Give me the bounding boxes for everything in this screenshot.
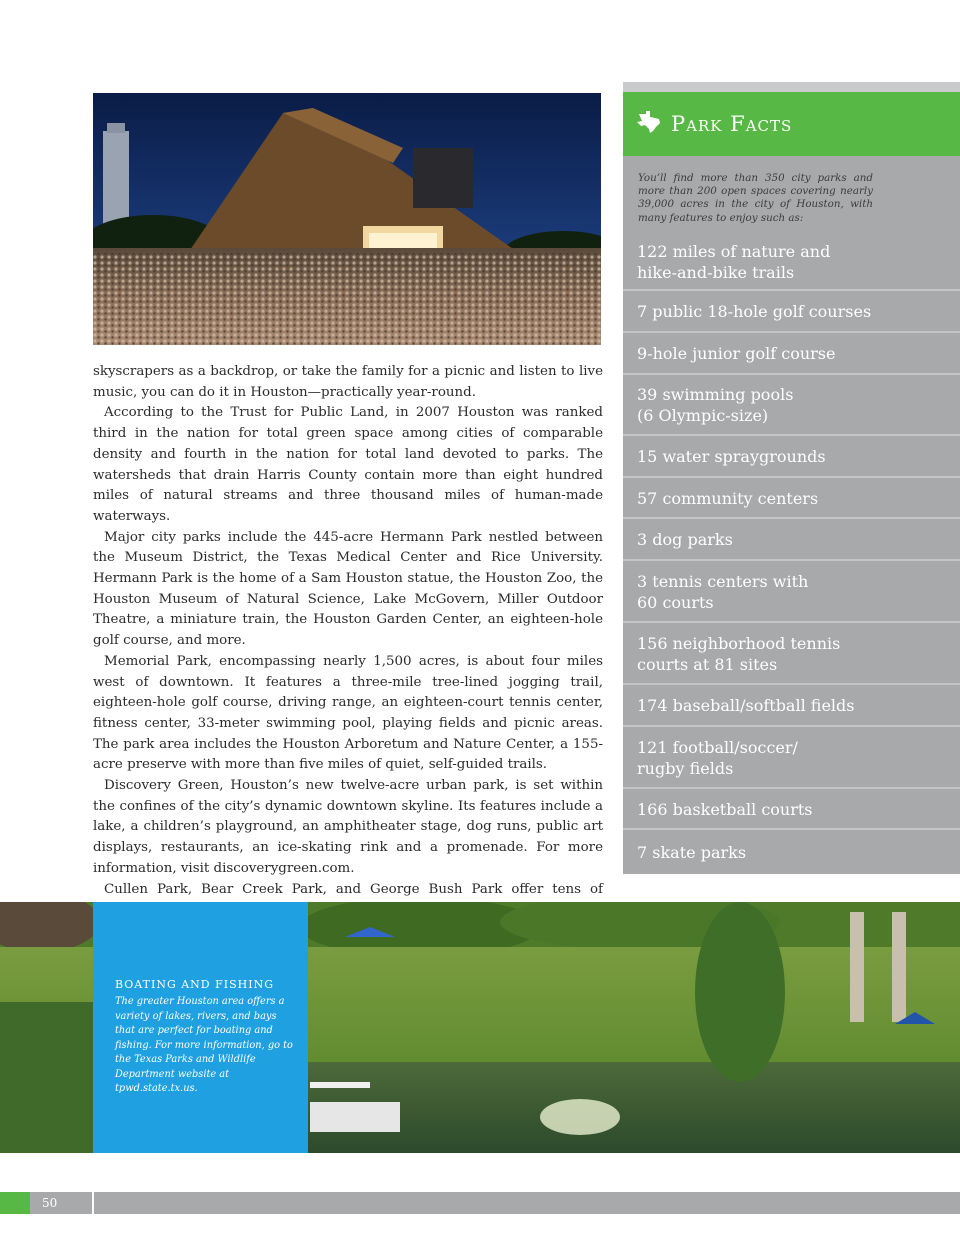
list-item: [623, 519, 960, 561]
callout-text: The greater Houston area offers a variety of lakes, rivers, and bays that are perfect for boating and fishing. For more information, go to the Texas Parks and Wildlife Department website at tpwd.state.tx.us.: [115, 996, 293, 1094]
sidebar-intro: You’ll find more than 350 city parks and more than 200 open spaces covering nearly 39,000 acres in the city of Houston, with many features to enjoy such as:: [638, 172, 873, 224]
list-item: [623, 830, 960, 873]
list-item: [623, 561, 960, 623]
list-item: [623, 727, 960, 789]
page-number: 50: [30, 1192, 92, 1214]
list-item: [623, 478, 960, 519]
fact-text: 9-hole junior golf course: [637, 344, 836, 363]
park-facts-sidebar: [623, 82, 960, 874]
footer-gray-bar: [94, 1192, 960, 1214]
texas-star-icon: [637, 111, 661, 137]
article-paragraph: Discovery Green, Houston’s new twelve-acre urban park, is set within the confines of the city’s dynamic downtown skyline. Its features include a lake, a children’s playground, an amphitheater stage, dog runs, public art displays, restaurants, an ice-skating rink and a promenade. For more information, visit discoverygreen.com.: [93, 778, 603, 876]
article-paragraph: Cullen Park, Bear Creek Park, and George Bush Park offer tens of: [104, 881, 603, 897]
callout-heading: BOATING AND FISHING: [115, 978, 274, 991]
article-paragraph: Memorial Park, encompassing nearly 1,500 acres, is about four miles west of downtown. It features a three-mile tree-lined jogging trail, eighteen-hole golf course, driving range, an eighteen-court tennis center, fitness center, 33-meter swimming pool, playing fields and picnic areas. The park area includes the Houston Arboretum and Nature Center, a 155-acre preserve with more than five miles of quiet, self-guided trails.: [93, 653, 603, 773]
fact-text: 121 football/soccer/ rugby fields: [637, 737, 798, 778]
fact-text: 174 baseball/softball fields: [637, 696, 855, 715]
fact-text: 166 basketball courts: [637, 799, 813, 819]
boating-fishing-callout: [93, 902, 308, 1153]
article-paragraph: skyscrapers as a backdrop, or take the family for a picnic and listen to live music, you can do it in Houston—practically year-round.: [93, 364, 603, 400]
footer-green-block: [0, 1192, 30, 1214]
fact-text: 15 water spraygrounds: [637, 447, 826, 466]
facts-list: [623, 234, 960, 873]
fact-text: 57 community centers: [637, 488, 819, 508]
list-item: [623, 789, 960, 830]
fact-text: 7 public 18-hole golf courses: [637, 302, 872, 321]
sidebar-title: Park Facts: [671, 112, 793, 136]
theatre-photo: [93, 93, 601, 345]
fact-text: 7 skate parks: [637, 842, 747, 862]
list-item: [623, 623, 960, 685]
fact-text: 3 tennis centers with 60 courts: [637, 571, 809, 612]
list-item: [623, 234, 960, 291]
sidebar-header: [623, 92, 960, 156]
article-body: [93, 362, 603, 962]
footer-bar: [0, 1192, 960, 1214]
article-paragraph: Major city parks include the 445-acre Hermann Park nestled between the Museum District, the Texas Medical Center and Rice University. Hermann Park is the home of a Sam Houston statue, the Houston Zoo, the Houston Museum of Natural Science, Lake McGovern, Miller Outdoor Theatre, a miniature train, the Houston Garden Center, an eighteen-hole golf course, and more.: [93, 529, 603, 649]
fact-text: 122 miles of nature and hike-and-bike trails: [637, 242, 831, 282]
list-item: [623, 291, 960, 333]
list-item: [623, 375, 960, 436]
fact-text: 156 neighborhood tennis courts at 81 sites: [637, 633, 841, 674]
article-paragraph: According to the Trust for Public Land, in 2007 Houston was ranked third in the nation for total green space among cities of comparable density and fourth in the nation for total land devoted to parks. The watersheds that drain Harris County contain more than eight hundred miles of natural streams and three thousand miles of human-made waterways.: [93, 405, 603, 524]
fact-text: 3 dog parks: [637, 530, 733, 549]
list-item: [623, 333, 960, 375]
sidebar-top-bar: [623, 82, 960, 92]
list-item: [623, 436, 960, 478]
list-item: [623, 685, 960, 727]
fact-text: 39 swimming pools (6 Olympic-size): [637, 385, 794, 425]
